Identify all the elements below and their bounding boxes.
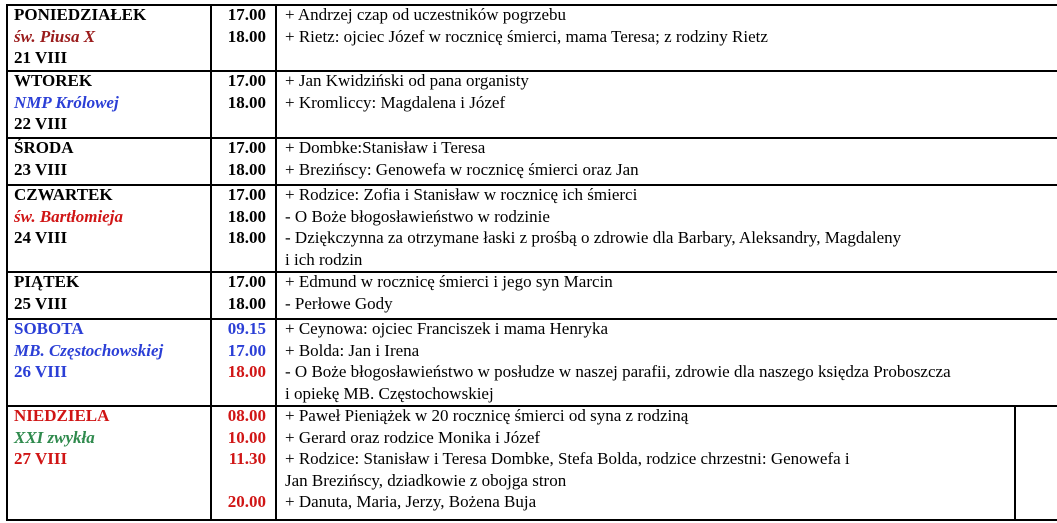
mass-time: 17.00	[227, 272, 266, 291]
mass-intention: + Ceynowa: ojciec Franciszek i mama Henryka	[285, 319, 609, 338]
mass-intention: - Dziękczynna za otrzymane łaski z prośbą o zdrowie dla Barbary, Aleksandry, Magdaleny	[285, 228, 902, 247]
mass-intention: + Dombke:Stanisław i Teresa	[285, 138, 486, 157]
mass-intention: - O Boże błogosławieństwo w rodzinie	[285, 206, 550, 226]
day-date: 24 VIII	[14, 228, 68, 247]
mass-intention: i ich rodzin	[285, 249, 363, 269]
day-date: 25 VIII	[14, 293, 68, 313]
sunday-right-border	[1014, 405, 1016, 519]
day-name: SOBOTA	[14, 319, 84, 338]
mass-time: 17.00	[227, 138, 266, 157]
mass-time: 18.00	[227, 206, 266, 226]
table-bottom-border	[6, 519, 1057, 521]
mass-time: 09.15	[227, 319, 266, 338]
mass-time: 17.00	[227, 340, 266, 360]
day-name: CZWARTEK	[14, 185, 113, 204]
mass-intention: - Perłowe Gody	[285, 293, 393, 313]
feast-name: św. Piusa X	[14, 26, 96, 46]
mass-intention: + Bolda: Jan i Irena	[285, 340, 420, 360]
mass-intention: + Paweł Pieniążek w 20 rocznicę śmierci od syna z rodziną	[285, 406, 689, 425]
mass-time: 18.00	[227, 92, 266, 112]
feast-name: XXI zwykła	[14, 427, 95, 447]
day-name: PONIEDZIAŁEK	[14, 5, 147, 24]
row-separator	[6, 137, 1057, 139]
feast-name: św. Bartłomieja	[14, 206, 123, 226]
mass-intention: Jan Brezińscy, dziadkowie z obojga stron	[285, 470, 567, 490]
mass-intention: + Kromliccy: Magdalena i Józef	[285, 92, 506, 112]
mass-intention: + Rietz: ojciec Józef w rocznicę śmierci, mama Teresa; z rodziny Rietz	[285, 26, 768, 46]
mass-intention: + Andrzej czap od uczestników pogrzebu	[285, 5, 567, 24]
day-date: 27 VIII	[14, 449, 68, 468]
feast-name: MB. Częstochowskiej	[14, 340, 164, 360]
column-separator	[210, 4, 212, 521]
row-separator	[6, 70, 1057, 72]
mass-intention: + Gerard oraz rodzice Monika i Józef	[285, 427, 541, 447]
mass-time: 20.00	[227, 492, 266, 511]
day-name: WTOREK	[14, 71, 93, 90]
mass-time: 18.00	[227, 159, 266, 179]
mass-intention: + Rodzice: Zofia i Stanisław w rocznicę ich śmierci	[285, 185, 638, 204]
mass-intention: + Edmund w rocznicę śmierci i jego syn Marcin	[285, 272, 613, 291]
day-date: 21 VIII	[14, 48, 68, 67]
mass-time: 17.00	[227, 71, 266, 90]
mass-intention: + Danuta, Maria, Jerzy, Bożena Buja	[285, 492, 537, 511]
table-left-border	[6, 4, 8, 521]
mass-intention: - O Boże błogosławieństwo w posłudze w naszej parafii, zdrowie dla naszego księdza Proboszcza	[285, 362, 951, 381]
day-name: ŚRODA	[14, 138, 74, 157]
day-date: 26 VIII	[14, 362, 68, 381]
day-date: 23 VIII	[14, 159, 68, 179]
day-date: 22 VIII	[14, 114, 68, 133]
mass-time: 08.00	[227, 406, 266, 425]
day-name: PIĄTEK	[14, 272, 80, 291]
mass-time: 17.00	[227, 5, 266, 24]
feast-name: NMP Królowej	[14, 92, 119, 112]
mass-time: 18.00	[227, 228, 266, 247]
mass-intention: i opiekę MB. Częstochowskiej	[285, 383, 494, 403]
mass-time: 10.00	[227, 427, 266, 447]
day-name: NIEDZIELA	[14, 406, 110, 425]
mass-time: 11.30	[228, 449, 266, 468]
mass-time: 18.00	[227, 293, 266, 313]
mass-intention: + Brezińscy: Genowefa w rocznicę śmierci oraz Jan	[285, 159, 639, 179]
mass-time: 18.00	[227, 26, 266, 46]
mass-time: 18.00	[227, 362, 266, 381]
mass-intention: + Jan Kwidziński od pana organisty	[285, 71, 529, 90]
mass-intention: + Rodzice: Stanisław i Teresa Dombke, Stefa Bolda, rodzice chrzestni: Genowefa i	[285, 449, 850, 468]
mass-time: 17.00	[227, 185, 266, 204]
column-separator	[275, 4, 277, 521]
